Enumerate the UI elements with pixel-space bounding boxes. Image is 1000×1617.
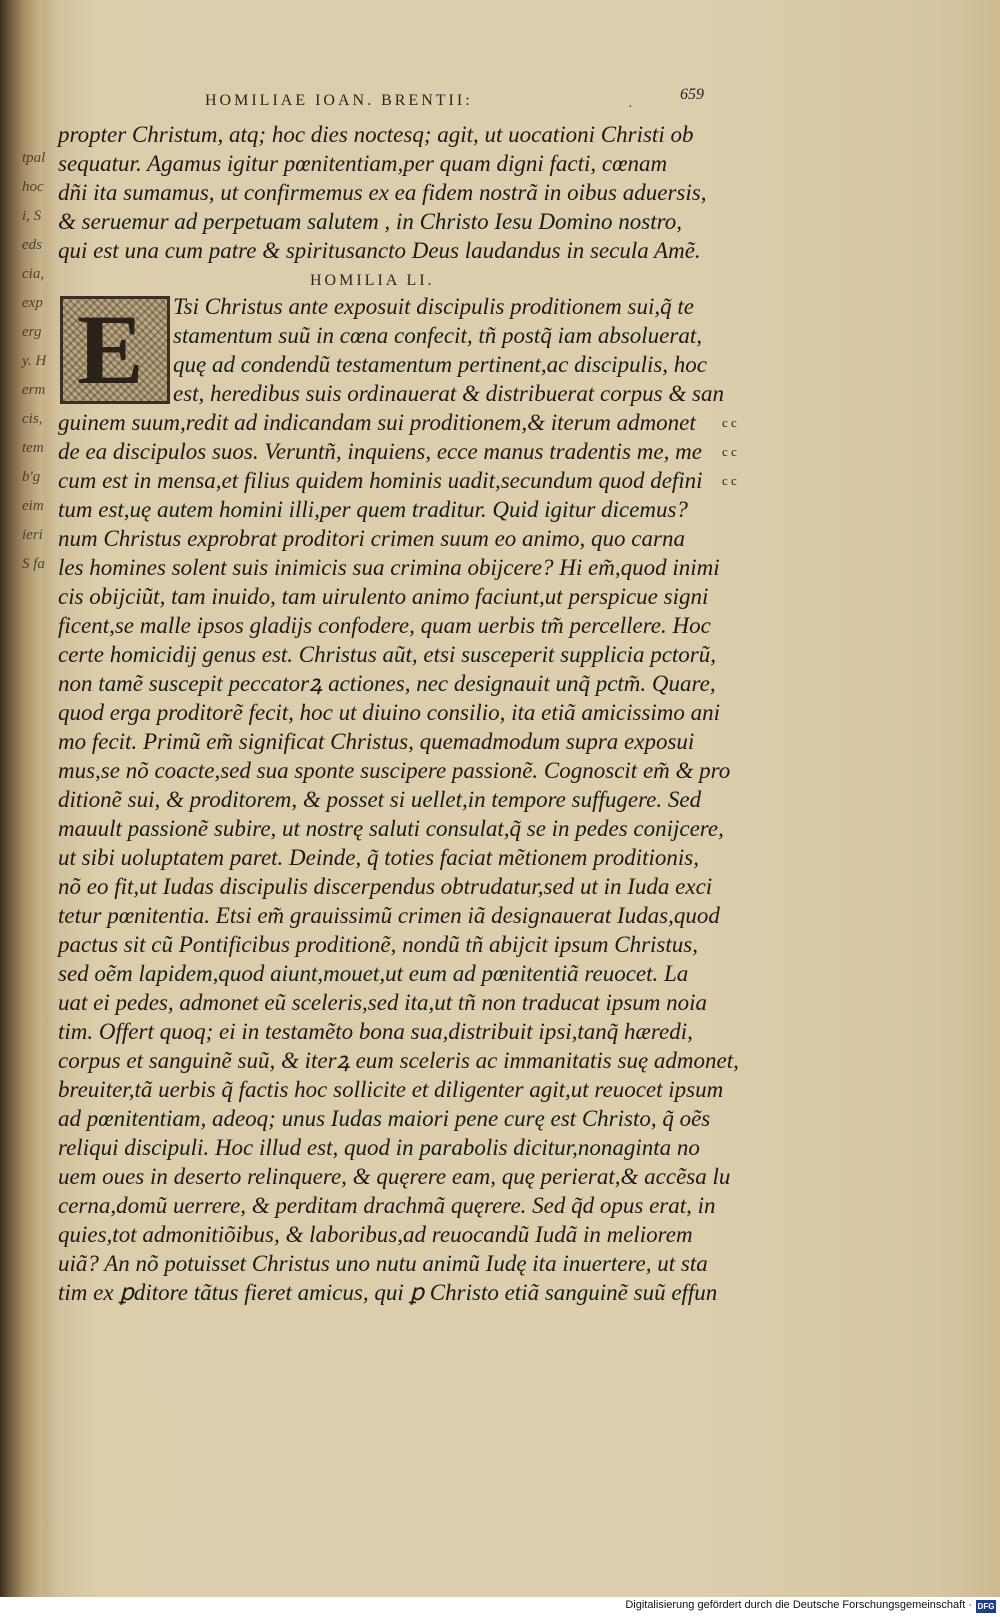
margin-fragment: y. H <box>22 353 47 369</box>
text-line: num Christus exprobrat proditori crimen suum eo animo, quo carna <box>58 526 685 551</box>
text-line: uiã? An nõ potuisset Christus uno nutu animũ Iudę ita inuertere, ut sta <box>58 1251 708 1276</box>
margin-fragment: eds <box>22 237 42 253</box>
text-line: corpus et sanguinẽ suũ, & iterꝝ eum sceleris ac immanitatis suę admonet, <box>58 1048 739 1073</box>
text-line: mo fecit. Primũ em̃ significat Christus, quemadmodum supra exposui <box>58 729 695 754</box>
text-line: ditionẽ sui, & proditorem, & posset si uellet,in tempore suffugere. Sed <box>58 787 702 812</box>
text-line: qui est una cum patre & spiritusancto Deus laudandus in secula Amẽ. <box>58 238 701 263</box>
margin-fragment: tem <box>22 440 44 456</box>
dfg-logo: DFG <box>977 1602 995 1611</box>
text-line: cerna,domũ uerrere, & perditam drachmã quęrere. Sed q̃d opus erat, in <box>58 1193 716 1218</box>
quotation-marks <box>722 408 737 495</box>
text-line: ad pœnitentiam, adeoq; unus Iudas maiori pene curę est Christo, q̃ oẽs <box>58 1106 711 1131</box>
text-line: cum est in mensa,et filius quidem hominis uadit,secundum quod defini <box>58 468 703 493</box>
margin-fragment: S fa <box>22 556 45 572</box>
decorated-initial <box>60 296 170 404</box>
digitization-credit: Digitalisierung gefördert durch die Deutsche Forschungsgemeinschaft · <box>625 1599 972 1611</box>
margin-fragment: eim <box>22 498 44 514</box>
text-line: uat ei pedes, admonet eũ sceleris,sed ita,ut tñ non traducat ipsum noia <box>58 990 708 1015</box>
text-line: de ea discipulos suos. Veruntñ, inquiens, ecce manus tradentis me, me <box>58 439 702 464</box>
text-line: tim ex ꝑditore tãtus fieret amicus, qui ꝑ Christo etiã sanguinẽ suũ effun <box>58 1280 718 1305</box>
quote-mark: c c <box>722 473 737 488</box>
text-line: est, heredibus suis ordinauerat & distribuerat corpus & san <box>173 381 724 406</box>
preceding-homily-ending <box>58 120 718 265</box>
text-line: breuiter,tã uerbis q̃ factis hoc sollicite et diligenter agit,ut reuocet ipsum <box>58 1077 724 1102</box>
text-line: mus,se nõ coacte,sed sua sponte suscipere passionẽ. Cognoscit em̃ & pro <box>58 758 731 783</box>
margin-fragment: ieri <box>22 527 43 543</box>
text-line: quies,tot admonitiõibus, & laboribus,ad reuocandũ Iudã in meliorem <box>58 1222 693 1247</box>
homily-heading: HOMILIA LI. <box>310 272 435 289</box>
quote-mark: c c <box>722 444 737 459</box>
text-line: ut sibi uoluptatem paret. Deinde, q̃ toties faciat mẽtionem proditionis, <box>58 845 699 870</box>
text-line: guinem suum,redit ad indicandam sui proditionem,& iterum admonet <box>58 410 696 435</box>
margin-fragment: b'g <box>22 469 41 485</box>
text-line: nõ eo fit,ut Iudas discipulis discerpendus obtrudatur,sed ut in Iuda exci <box>58 874 713 899</box>
text-line: non tamẽ suscepit peccatorꝝ actiones, nec designauit unq̃ pctm̃. Quare, <box>58 671 716 696</box>
text-line: mauult passionẽ subire, ut nostrę saluti consulat,q̃ se in pedes conijcere, <box>58 816 724 841</box>
header-dot: · <box>628 100 633 115</box>
margin-fragment: tpal <box>22 150 46 166</box>
text-line: pactus sit cũ Pontificibus proditionẽ, nondũ tñ abijcit ipsum Christus, <box>58 932 698 957</box>
text-line: propter Christum, atq; hoc dies noctesq; agit, ut uocationi Christi ob <box>58 122 694 147</box>
margin-fragment: hoc <box>22 179 44 195</box>
folio-number: 659 <box>680 86 704 103</box>
margin-fragment: erm <box>22 382 46 398</box>
text-line: sequatur. Agamus igitur pœnitentiam,per quam digni facti, cœnam <box>58 151 668 176</box>
running-title: HOMILIAE IOAN. BRENTII: <box>205 92 473 109</box>
text-line: quod erga proditorẽ fecit, hoc ut diuino consilio, ita etiã amicissimo ani <box>58 700 721 725</box>
text-line: dñi ita sumamus, ut confirmemus ex ea fidem nostrã in oibus aduersis, <box>58 180 707 205</box>
margin-fragment: exp <box>22 295 43 311</box>
margin-fragment: cis, <box>22 411 43 427</box>
margin-fragment: cia, <box>22 266 45 282</box>
text-line: reliqui discipuli. Hoc illud est, quod in parabolis dicitur,nonaginta no <box>58 1135 700 1160</box>
footer-bar <box>0 1597 1000 1617</box>
text-line: Tsi Christus ante exposuit discipulis proditionem sui,q̃ te <box>173 294 694 319</box>
text-line: les homines solent suis inimicis sua crimina obijcere? Hi em̃,quod inimi <box>58 555 720 580</box>
text-line: stamentum suũ in cœna confecit, tñ postq̃ iam absoluerat, <box>173 323 702 348</box>
text-line: certe homicidij genus est. Christus aũt, etsi susceperit supplicia pctorũ, <box>58 642 716 667</box>
text-line: quę ad condendũ testamentum pertinent,ac discipulis, hoc <box>173 352 708 377</box>
text-line: tetur pœnitentia. Etsi em̃ grauissimũ crimen iã designauerat Iudas,quod <box>58 903 720 928</box>
margin-fragment: erg <box>22 324 42 340</box>
text-line: tim. Offert quoq; ei in testamẽto bona sua,distribuit ipsi,tanq̃ hæredi, <box>58 1019 693 1044</box>
text-line: uem oues in deserto relinquere, & quęrere eam, quę perierat,& accẽsa lu <box>58 1164 731 1189</box>
text-line: cis obijciũt, tam inuido, tam uirulento animo faciunt,ut perspicue signi <box>58 584 709 609</box>
initial-letter: E <box>77 294 144 405</box>
text-line: sed oẽm lapidem,quod aiunt,mouet,ut eum ad pœnitentiã reuocet. La <box>58 961 689 986</box>
quote-mark: c c <box>722 415 737 430</box>
homily-body <box>58 292 739 1307</box>
text-line: & seruemur ad perpetuam salutem , in Christo Iesu Domino nostro, <box>58 209 682 234</box>
text-line: ficent,se malle ipsos gladijs confodere, quam uerbis tm̃ percellere. Hoc <box>58 613 711 638</box>
margin-fragment: i, S <box>22 208 42 224</box>
previous-page-edge <box>0 0 47 1597</box>
text-line: tum est,uę autem homini illi,per quem traditur. Quid igitur dicemus? <box>58 497 688 522</box>
